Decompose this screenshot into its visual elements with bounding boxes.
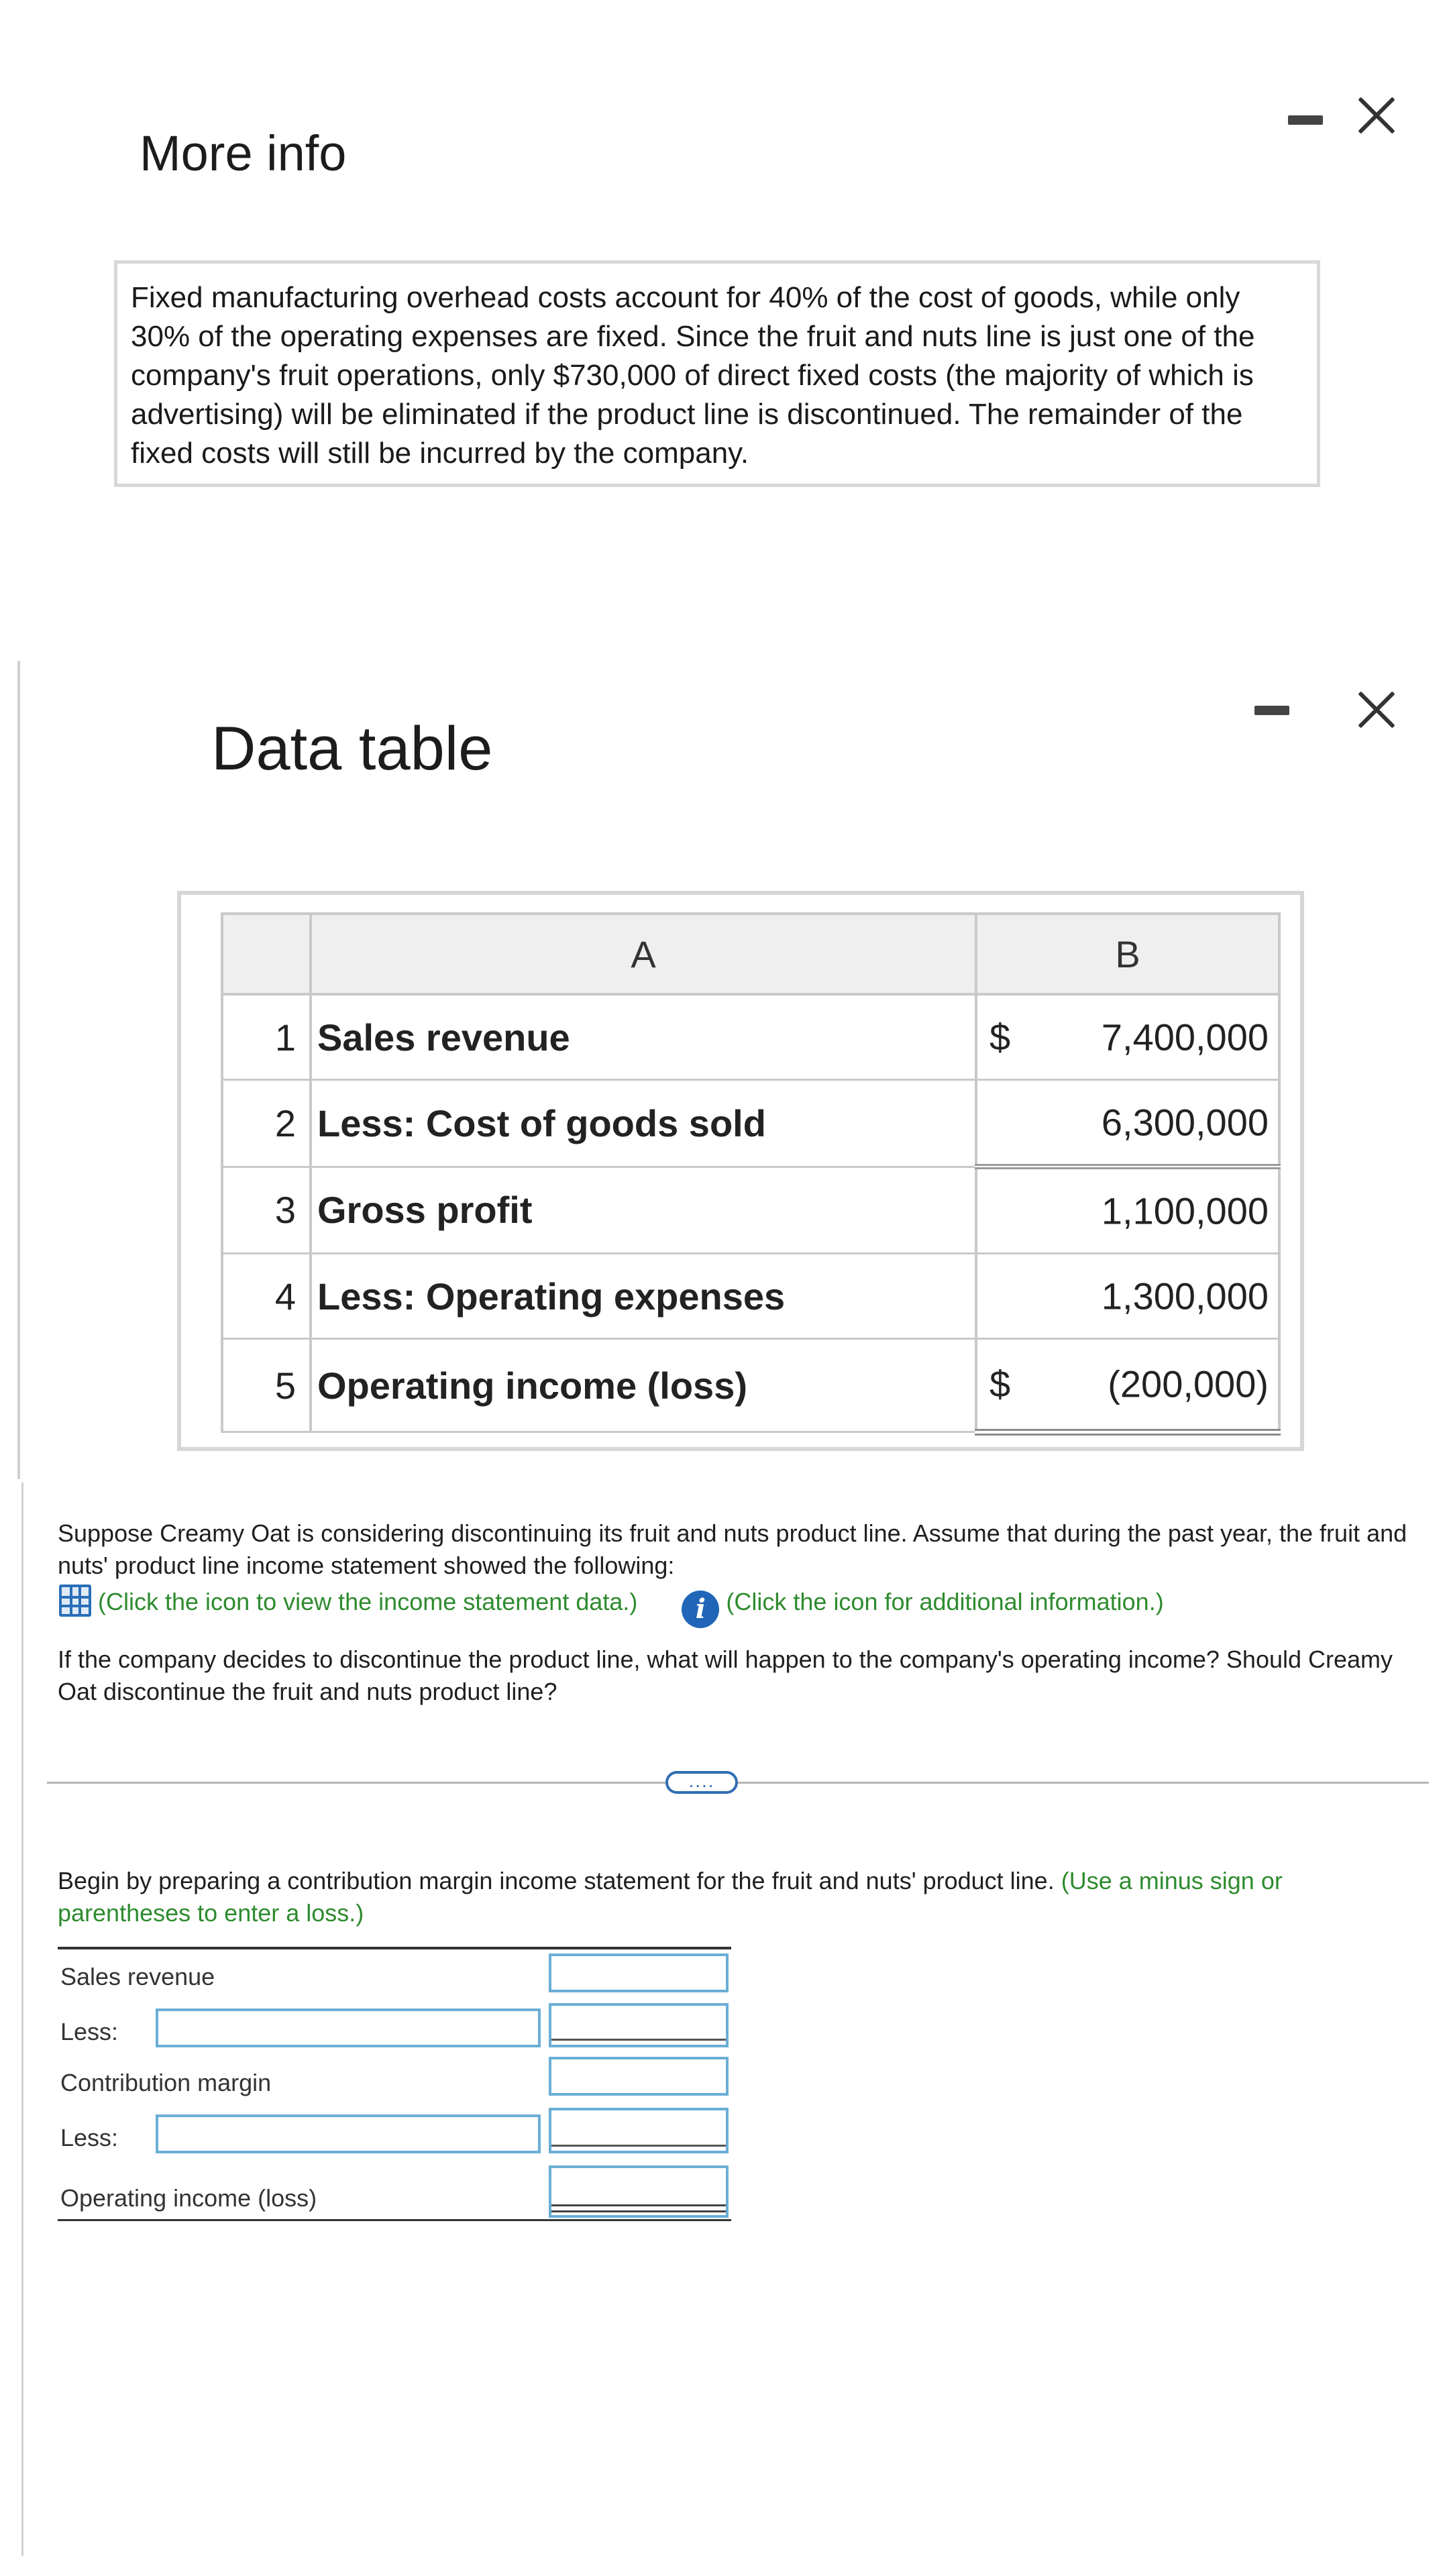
row-value: 6,300,000 <box>1101 1101 1269 1144</box>
more-button[interactable]: .... <box>665 1771 738 1794</box>
column-header-a: A <box>311 914 976 994</box>
row-number: 3 <box>222 1167 311 1254</box>
minimize-button[interactable] <box>1254 706 1289 715</box>
row-value-cell <box>976 1339 1279 1432</box>
row-label: Less: Cost of goods sold <box>311 1080 976 1167</box>
data-link-row <box>59 1585 1401 1628</box>
fixed-expense-amount-input[interactable] <box>549 2108 729 2153</box>
variable-expense-label-input[interactable] <box>156 2008 541 2047</box>
row-value: 7,400,000 <box>1101 1016 1269 1059</box>
question-prompt: If the company decides to discontinue the product line, what will happen to the company's operating income? Should Creamy Oat discontinue the fruit and nuts product line? <box>58 1646 1393 1705</box>
row-number: 4 <box>222 1254 311 1339</box>
minimize-button[interactable] <box>1288 115 1323 125</box>
less-label: Less: <box>60 2018 119 2045</box>
form-bottom-rule <box>58 2219 731 2221</box>
page-edge <box>17 661 20 1479</box>
data-table-title: Data table <box>211 714 493 783</box>
instruction-text: Begin by preparing a contribution margin income statement for the fruit and nuts' product line. <box>58 1867 1055 1894</box>
more-info-title: More info <box>140 125 347 181</box>
less-label: Less: <box>60 2124 119 2151</box>
more-info-text: Fixed manufacturing overhead costs account for 40% of the cost of goods, while only 30% of the operating expenses are fixed. Since the fruit and nuts line is just one of the company's fruit operations, only $730,000 of direct fixed costs (the majority of which is advertising) will be eliminated if the product line is discontinued. The remainder of the fixed costs will still be incurred by the company. <box>114 260 1320 487</box>
question-intro: Suppose Creamy Oat is considering discontinuing its fruit and nuts product line. Assume that during the past year, the fruit and nuts' product line income statement showed the following: <box>58 1519 1407 1579</box>
divider <box>47 1782 1429 1784</box>
row-value-cell <box>976 994 1279 1080</box>
row-value: 1,100,000 <box>1101 1189 1269 1232</box>
row-label: Gross profit <box>311 1167 976 1254</box>
table-row <box>222 994 1279 1080</box>
fixed-expense-label-input[interactable] <box>156 2114 541 2153</box>
row-value-cell <box>976 1167 1279 1254</box>
currency-sign: $ <box>989 1016 1011 1059</box>
row-number: 5 <box>222 1339 311 1432</box>
table-header-row <box>222 914 1279 994</box>
row-value-cell <box>976 1080 1279 1167</box>
data-link[interactable] <box>59 1588 637 1615</box>
table-row <box>222 1080 1279 1167</box>
instruction <box>58 1865 1419 1929</box>
table-row <box>222 1167 1279 1254</box>
variable-expense-amount-input[interactable] <box>549 2003 729 2047</box>
table-row <box>222 1254 1279 1339</box>
operating-income-amount-input[interactable] <box>549 2165 729 2218</box>
spreadsheet-icon[interactable] <box>59 1585 91 1617</box>
row-number: 2 <box>222 1080 311 1167</box>
table-row <box>222 1339 1279 1432</box>
close-icon[interactable] <box>1356 95 1397 136</box>
page-edge <box>21 1483 23 2556</box>
contribution-margin-label: Contribution margin <box>60 2069 272 2096</box>
row-label: Less: Operating expenses <box>311 1254 976 1339</box>
row-label: Operating income (loss) <box>311 1339 976 1432</box>
sales-revenue-label: Sales revenue <box>60 1963 215 1990</box>
income-statement-table <box>221 912 1281 1436</box>
operating-income-label: Operating income (loss) <box>60 2184 317 2212</box>
row-value: (200,000) <box>1108 1362 1269 1405</box>
instruction-hint: (Use a minus sign or parentheses to enter a loss.) <box>58 1867 1283 1927</box>
row-value-cell <box>976 1254 1279 1339</box>
close-icon[interactable] <box>1356 690 1397 730</box>
form-top-rule <box>58 1947 731 1949</box>
data-link-text[interactable]: (Click the icon to view the income statement data.) <box>98 1588 638 1615</box>
corner-cell <box>222 914 311 994</box>
row-number: 1 <box>222 994 311 1080</box>
sales-revenue-amount-input[interactable] <box>549 1953 729 1992</box>
contribution-margin-amount-input[interactable] <box>549 2057 729 2096</box>
info-link-text[interactable]: (Click the icon for additional information.) <box>726 1588 1164 1615</box>
row-label: Sales revenue <box>311 994 976 1080</box>
row-value: 1,300,000 <box>1101 1275 1269 1318</box>
column-header-b: B <box>976 914 1279 994</box>
currency-sign: $ <box>989 1362 1011 1405</box>
info-link[interactable] <box>682 1588 1164 1625</box>
info-icon[interactable]: i <box>682 1591 719 1628</box>
